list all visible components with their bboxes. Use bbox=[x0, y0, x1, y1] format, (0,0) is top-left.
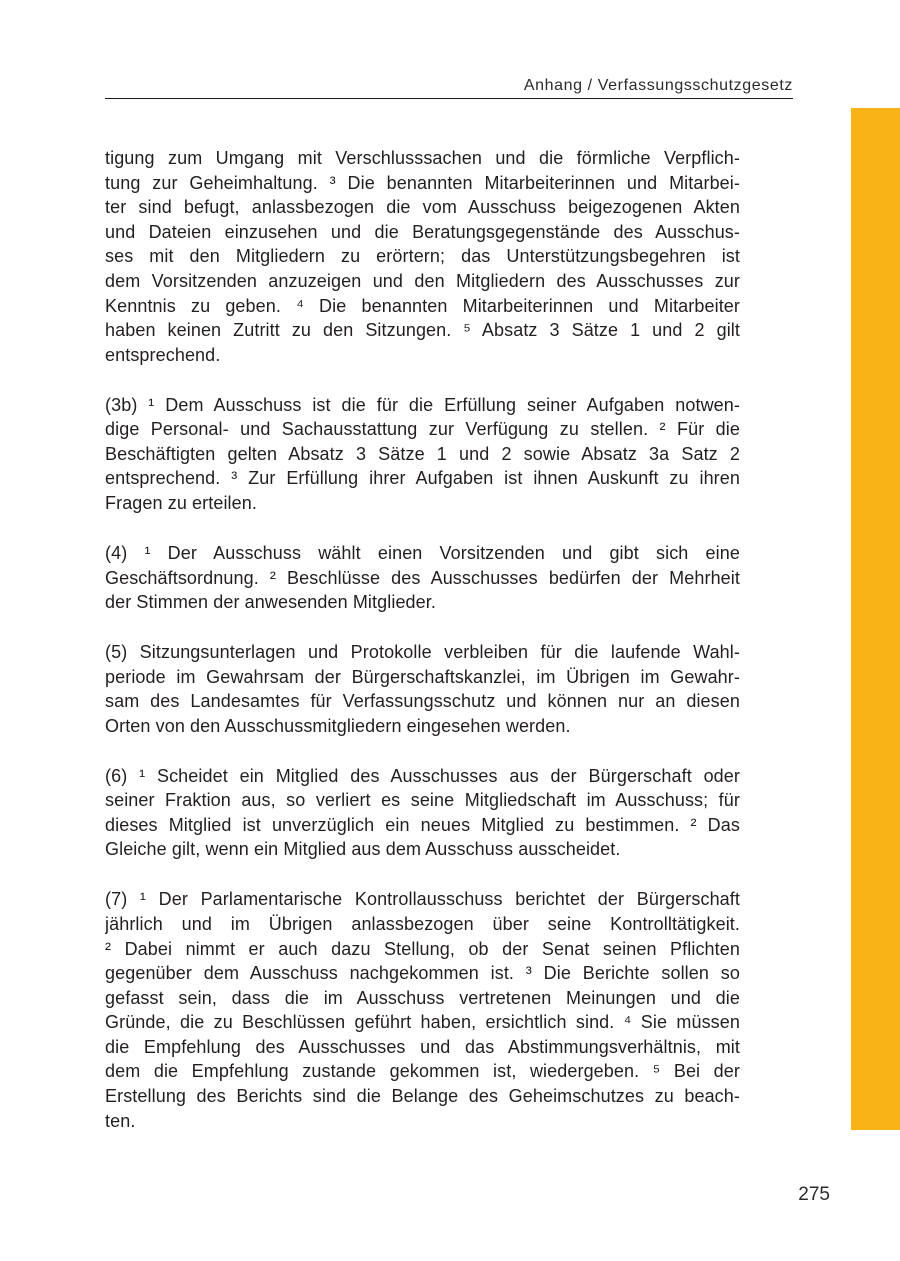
page-number: 275 bbox=[798, 1184, 830, 1205]
text-line: haben keinen Zutritt zu den Sitzungen. ⁵ Absatz 3 Sätze 1 und 2 gilt bbox=[105, 320, 740, 341]
header-rule bbox=[105, 98, 793, 99]
text-line: gefasst sein, dass die im Ausschuss vertretenen Meinungen und die bbox=[105, 987, 740, 1008]
text-line: Gleiche gilt, wenn ein Mitglied aus dem Ausschuss ausscheidet. bbox=[105, 839, 621, 860]
text-line: die Empfehlung des Ausschusses und das Abstimmungsverhältnis, mit bbox=[105, 1036, 740, 1057]
text-line: (4) ¹ Der Ausschuss wählt einen Vorsitzenden und gibt sich eine bbox=[105, 542, 740, 563]
text-line: ² Dabei nimmt er auch dazu Stellung, ob der Senat seinen Pflichten bbox=[105, 938, 740, 959]
text-line: dem die Empfehlung zustande gekommen ist, wiedergeben. ⁵ Bei der bbox=[105, 1061, 740, 1082]
text-line: periode im Gewahrsam der Bürgerschaftskanzlei, im Übrigen im Gewahr- bbox=[105, 666, 740, 687]
paragraph-4 bbox=[105, 541, 740, 615]
text-line: und Dateien einzusehen und die Beratungsgegenstände des Ausschus- bbox=[105, 221, 740, 242]
text-line: Orten von den Ausschussmitgliedern eingesehen werden. bbox=[105, 715, 571, 736]
running-header-title: Anhang / Verfassungsschutzgesetz bbox=[523, 77, 793, 94]
text-line: Erstellung des Berichts sind die Belange des Geheimschutzes zu beach- bbox=[105, 1086, 740, 1107]
text-line: der Stimmen der anwesenden Mitglieder. bbox=[105, 592, 436, 613]
text-line: entsprechend. ³ Zur Erfüllung ihrer Aufgaben ist ihnen Auskunft zu ihren bbox=[105, 468, 740, 489]
text-line: seiner Fraktion aus, so verliert es seine Mitgliedschaft im Ausschuss; für bbox=[105, 790, 740, 811]
paragraph-3b bbox=[105, 393, 740, 516]
text-line: ter sind befugt, anlassbezogen die vom Ausschuss beigezogenen Akten bbox=[105, 197, 740, 218]
text-line: jährlich und im Übrigen anlassbezogen über seine Kontrolltätigkeit. bbox=[105, 913, 740, 934]
text-line: (3b) ¹ Dem Ausschuss ist die für die Erfüllung seiner Aufgaben notwen- bbox=[105, 394, 740, 415]
text-line: (7) ¹ Der Parlamentarische Kontrollausschuss berichtet der Bürgerschaft bbox=[105, 889, 740, 910]
text-line: Gründe, die zu Beschlüssen geführt haben, ersichtlich sind. ⁴ Sie müssen bbox=[105, 1012, 740, 1033]
text-line: dieses Mitglied ist unverzüglich ein neues Mitglied zu bestimmen. ² Das bbox=[105, 814, 740, 835]
text-line: Kenntnis zu geben. ⁴ Die benannten Mitarbeiterinnen und Mitarbeiter bbox=[105, 295, 740, 316]
text-line: dem Vorsitzenden anzuzeigen und den Mitgliedern des Ausschusses zur bbox=[105, 270, 740, 291]
paragraph-6 bbox=[105, 764, 740, 862]
text-line: gegenüber dem Ausschuss nachgekommen ist. ³ Die Berichte sollen so bbox=[105, 963, 740, 984]
text-line: entsprechend. bbox=[105, 344, 221, 365]
text-line: tigung zum Umgang mit Verschlusssachen und die förmliche Verpflich- bbox=[105, 148, 740, 168]
text-line: Fragen zu erteilen. bbox=[105, 493, 257, 514]
text-line: sam des Landesamtes für Verfassungsschutz und können nur an diesen bbox=[105, 691, 740, 712]
text-line: ses mit den Mitgliedern zu erörtern; das Unterstützungsbegehren ist bbox=[105, 246, 740, 267]
paragraph-7 bbox=[105, 887, 740, 1133]
paragraph-5 bbox=[105, 640, 740, 738]
text-line: Beschäftigten gelten Absatz 3 Sätze 1 und 2 sowie Absatz 3a Satz 2 bbox=[105, 443, 740, 464]
text-line: (6) ¹ Scheidet ein Mitglied des Ausschusses aus der Bürgerschaft oder bbox=[105, 765, 740, 786]
text-line: Geschäftsordnung. ² Beschlüsse des Ausschusses bedürfen der Mehrheit bbox=[105, 567, 740, 588]
text-line: ten. bbox=[105, 1110, 136, 1131]
body-text bbox=[105, 146, 740, 1133]
text-line: tung zur Geheimhaltung. ³ Die benannten Mitarbeiterinnen und Mitarbei- bbox=[105, 172, 740, 193]
text-line: (5) Sitzungsunterlagen und Protokolle verbleiben für die laufende Wahl- bbox=[105, 641, 740, 662]
text-line: dige Personal- und Sachausstattung zur Verfügung zu stellen. ² Für die bbox=[105, 419, 740, 440]
chapter-thumb-tab bbox=[851, 108, 900, 1130]
paragraph-3a-continued bbox=[105, 146, 740, 367]
